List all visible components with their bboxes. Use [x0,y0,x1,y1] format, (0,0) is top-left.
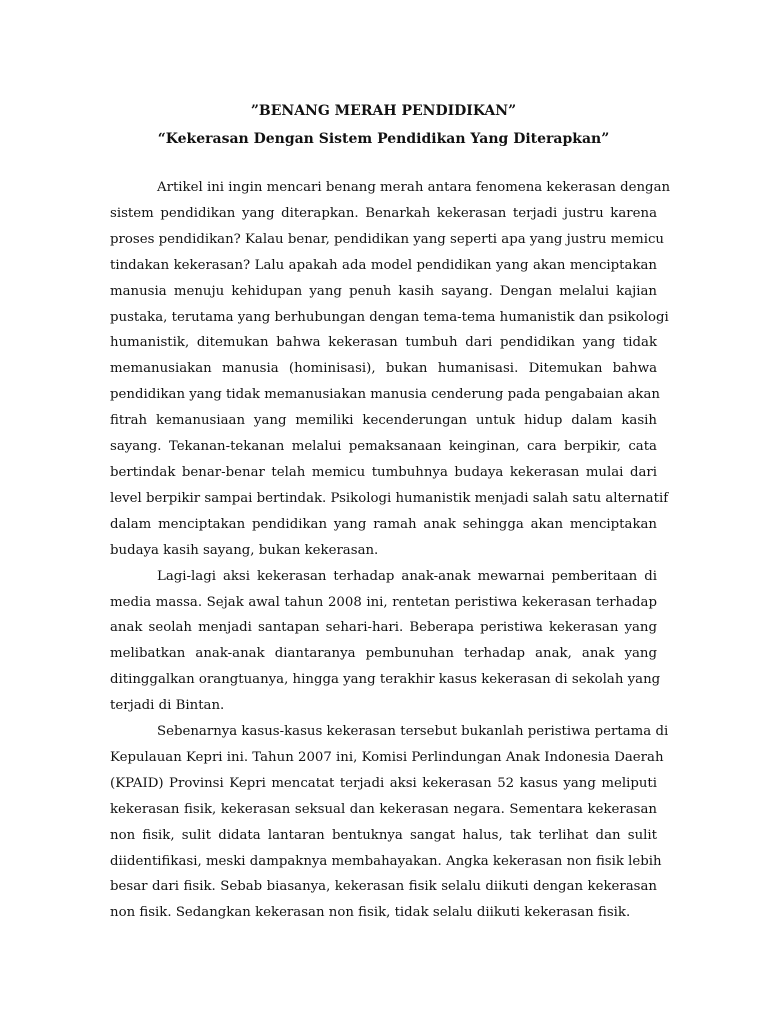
text-line: non fisik. Sedangkan kekerasan non fisik, tidak selalu diikuti kekerasan fisik. [110,905,631,921]
text-line: Artikel ini ingin mencari benang merah antara fenomena kekerasan dengan [157,180,671,195]
document-title: ”BENANG MERAH PENDIDIKAN” [250,103,517,119]
paragraph-1 [110,175,671,564]
text-line: ditinggalkan orangtuanya, hingga yang terakhir kasus kekerasan di sekolah yang [110,672,661,688]
text-line: bertindak benar-benar telah memicu tumbuhnya budaya kekerasan mulai dari [110,464,657,480]
text-line: kekerasan fisik, kekerasan seksual dan kekerasan negara. Sementara kekerasan [110,801,657,817]
text-line: dalam menciptakan pendidikan yang ramah anak sehingga akan menciptakan [110,516,657,532]
text-line: Sebenarnya kasus-kasus kekerasan tersebut bukanlah peristiwa pertama di [157,724,669,740]
text-line: pustaka, terutama yang berhubungan dengan tema-tema humanistik dan psikologi [110,309,669,325]
paragraph-2 [110,564,661,719]
document-subtitle: “Kekerasan Dengan Sistem Pendidikan Yang Diterapkan” [157,131,610,147]
text-line: melibatkan anak-anak diantaranya pembunuhan terhadap anak, anak yang [110,646,657,662]
document-page [110,97,671,926]
text-line: media massa. Sejak awal tahun 2008 ini, rentetan peristiwa kekerasan terhadap [110,594,657,610]
text-line: proses pendidikan? Kalau benar, pendidikan yang seperti apa yang justru memicu [110,231,664,247]
text-line: anak seolah menjadi santapan sehari-hari. Beberapa peristiwa kekerasan yang [110,620,657,636]
text-line: fitrah kemanusiaan yang memiliki kecenderungan untuk hidup dalam kasih [110,413,657,429]
text-line: terjadi di Bintan. [110,698,225,714]
text-line: Lagi-lagi aksi kekerasan terhadap anak-anak mewarnai pemberitaan di [157,568,657,584]
paragraph-3 [110,719,669,926]
text-line: pendidikan yang tidak memanusiakan manusia cenderung pada pengabaian akan [110,387,660,403]
text-line: memanusiakan manusia (hominisasi), bukan humanisasi. Ditemukan bahwa [110,361,657,377]
text-line: (KPAID) Provinsi Kepri mencatat terjadi aksi kekerasan 52 kasus yang meliputi [110,775,657,791]
text-line: besar dari fisik. Sebab biasanya, kekerasan fisik selalu diikuti dengan kekerasan [110,879,657,895]
text-line: Kepulauan Kepri ini. Tahun 2007 ini, Komisi Perlindungan Anak Indonesia Daerah [110,749,664,765]
text-line: manusia menuju kehidupan yang penuh kasih sayang. Dengan melalui kajian [110,283,657,299]
text-line: sistem pendidikan yang diterapkan. Benarkah kekerasan terjadi justru karena [110,205,657,221]
text-line: sayang. Tekanan-tekanan melalui pemaksanaan keinginan, cara berpikir, cata [110,439,657,455]
text-line: tindakan kekerasan? Lalu apakah ada model pendidikan yang akan menciptakan [110,257,657,273]
text-line: diidentifikasi, meski dampaknya membahayakan. Angka kekerasan non fisik lebih [110,853,662,869]
text-line: non fisik, sulit didata lantaran bentuknya sangat halus, tak terlihat dan sulit [110,827,657,843]
text-line: humanistik, ditemukan bahwa kekerasan tumbuh dari pendidikan yang tidak [110,335,657,351]
text-line: level berpikir sampai bertindak. Psikologi humanistik menjadi salah satu alternatif [110,490,669,506]
text-line: budaya kasih sayang, bukan kekerasan. [110,542,379,558]
